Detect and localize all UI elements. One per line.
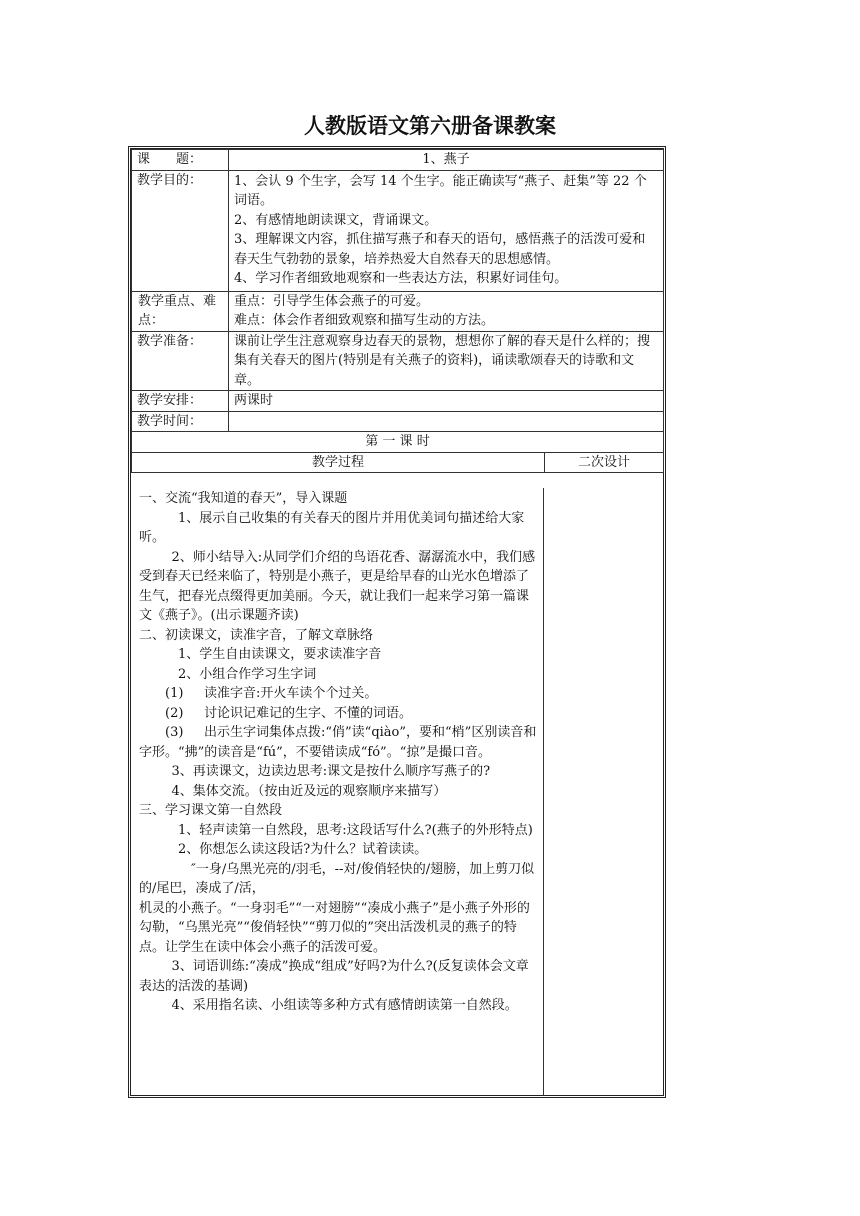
time-value: [229, 411, 664, 432]
process-step: 2、师小结导入:从同学们介绍的鸟语花香、潺潺流水中，我们感受到春天已经来临了，特别是小燕子，更是给早春的山光水色增添了生气，把春光点缀得更加美丽。今天，就让我们一起来学习第一篇课文《燕子》。(出示课题齐读): [139, 549, 536, 623]
process-step: 4、集体交流。（按由近及远的观察顺序来描写）: [171, 783, 447, 799]
goal-item: 1、会认 9 个生字，会写 14 个生字。能正确读写“燕子、赶集”等 22 个词语。: [234, 173, 647, 208]
goal-item: 4、学习作者细致地观察和一些表达方法，积累好词佳句。: [234, 271, 568, 286]
topic-label: 课 题：: [132, 150, 229, 171]
substep-text: 讨论识记难记的生字、不懂的词语。: [204, 705, 413, 721]
page-title: 人教版语文第六册备课教案: [304, 114, 556, 138]
key-difficulty: 难点：体会作者细致观察和描写生动的方法。: [234, 313, 495, 328]
substep-number: (2): [165, 705, 184, 721]
key-label: 教学重点、难点：: [132, 291, 229, 331]
process-substep: [139, 723, 537, 762]
process-step: 1、展示自己收集的有关春天的图片并用优美词句描述给大家听。: [139, 510, 525, 545]
row-prep: [132, 331, 664, 391]
process-step: 3、再读课文，边读边思考:课文是按什么顺序写燕子的?: [171, 764, 491, 779]
goals-content: [229, 170, 664, 291]
process-body: [131, 488, 663, 1095]
process-quote: ″一身/乌黑光亮的/羽毛，--对/俊俏轻快的/翅膀，加上剪刀似的/尾巴，凑成了/活，: [139, 861, 535, 896]
row-session: [132, 432, 664, 453]
prep-label: 教学准备：: [132, 331, 229, 391]
header-table: [131, 149, 664, 473]
time-label: 教学时间：: [132, 411, 229, 432]
process-column-header: 教学过程: [132, 452, 545, 473]
row-columns: [132, 452, 664, 473]
session-heading: 第 一 课 时: [132, 432, 664, 453]
row-schedule: [132, 391, 664, 412]
process-step: 4、采用指名读、小组读等多种方式有感情朗读第一自然段。: [171, 998, 518, 1013]
process-heading: 三、学习课文第一自然段: [139, 803, 283, 818]
substep-number: (3): [165, 725, 184, 740]
substep-number: (1): [165, 686, 184, 701]
process-step: 3、词语训练:“凑成”换成“组成”好吗?为什么?(反复读体会文章表达的活泼的基调): [139, 959, 529, 994]
process-step: 2、你想怎么读这段话?为什么？试着读读。: [178, 842, 428, 857]
row-topic: [132, 150, 664, 171]
process-content: [131, 488, 544, 1095]
goal-item: 2、有感情地朗读课文，背诵课文。: [234, 212, 438, 228]
row-goals: [132, 170, 664, 291]
process-paragraph: 机灵的小燕子。“一身羽毛”“一对翅膀”“凑成小燕子”是小燕子外形的勾勒，“乌黑光亮”“俊俏轻快”“剪刀似的”突出活泼机灵的燕子的特点。让学生在读中体会小燕子的活泼可爱。: [139, 900, 530, 955]
substep-text: 读准字音:开火车读个个过关。: [204, 686, 378, 701]
topic-value: 1、燕子: [229, 150, 664, 171]
goal-item: 3、理解课文内容，抓住描写燕子和春天的语句，感悟燕子的活泼可爱和春天生气勃勃的景象，培养热爱大自然春天的思想感情。: [234, 232, 646, 267]
schedule-value: 两课时: [229, 391, 664, 412]
process-step: 1、轻声读第一自然段，思考:这段话写什么?(燕子的外形特点): [178, 822, 533, 838]
process-step: 2、小组合作学习生字词: [178, 666, 317, 682]
substep-text: 出示生字词集体点拨:“俏”读“qiào”，要和“梢”区别读音和字形。“拂”的读音是“fú”，不要错读成“fó”。“掠”是撮口音。: [139, 725, 537, 760]
process-step: 1、学生自由读课文，要求读准字音: [178, 647, 382, 662]
row-key-points: [132, 291, 664, 331]
redesign-column-header: 二次设计: [545, 452, 664, 473]
process-substep: [139, 704, 537, 724]
key-focus: 重点：引导学生体会燕子的可爱。: [234, 293, 430, 309]
key-content: [229, 291, 664, 331]
prep-value: 课前让学生注意观察身边春天的景物，想想你了解的春天是什么样的；搜集有关春天的图片(特别是有关燕子的资料)，诵读歌颂春天的诗歌和文章。: [229, 331, 664, 391]
schedule-label: 教学安排：: [132, 391, 229, 412]
process-heading: 一、交流“我知道的春天”，导入课题: [139, 491, 348, 506]
process-substep: [139, 684, 537, 704]
row-time: [132, 411, 664, 432]
goals-label: 教学目的：: [132, 170, 229, 291]
lesson-plan-table: [128, 146, 666, 1098]
process-heading: 二、初读课文，读准字音，了解文章脉络: [139, 627, 374, 643]
